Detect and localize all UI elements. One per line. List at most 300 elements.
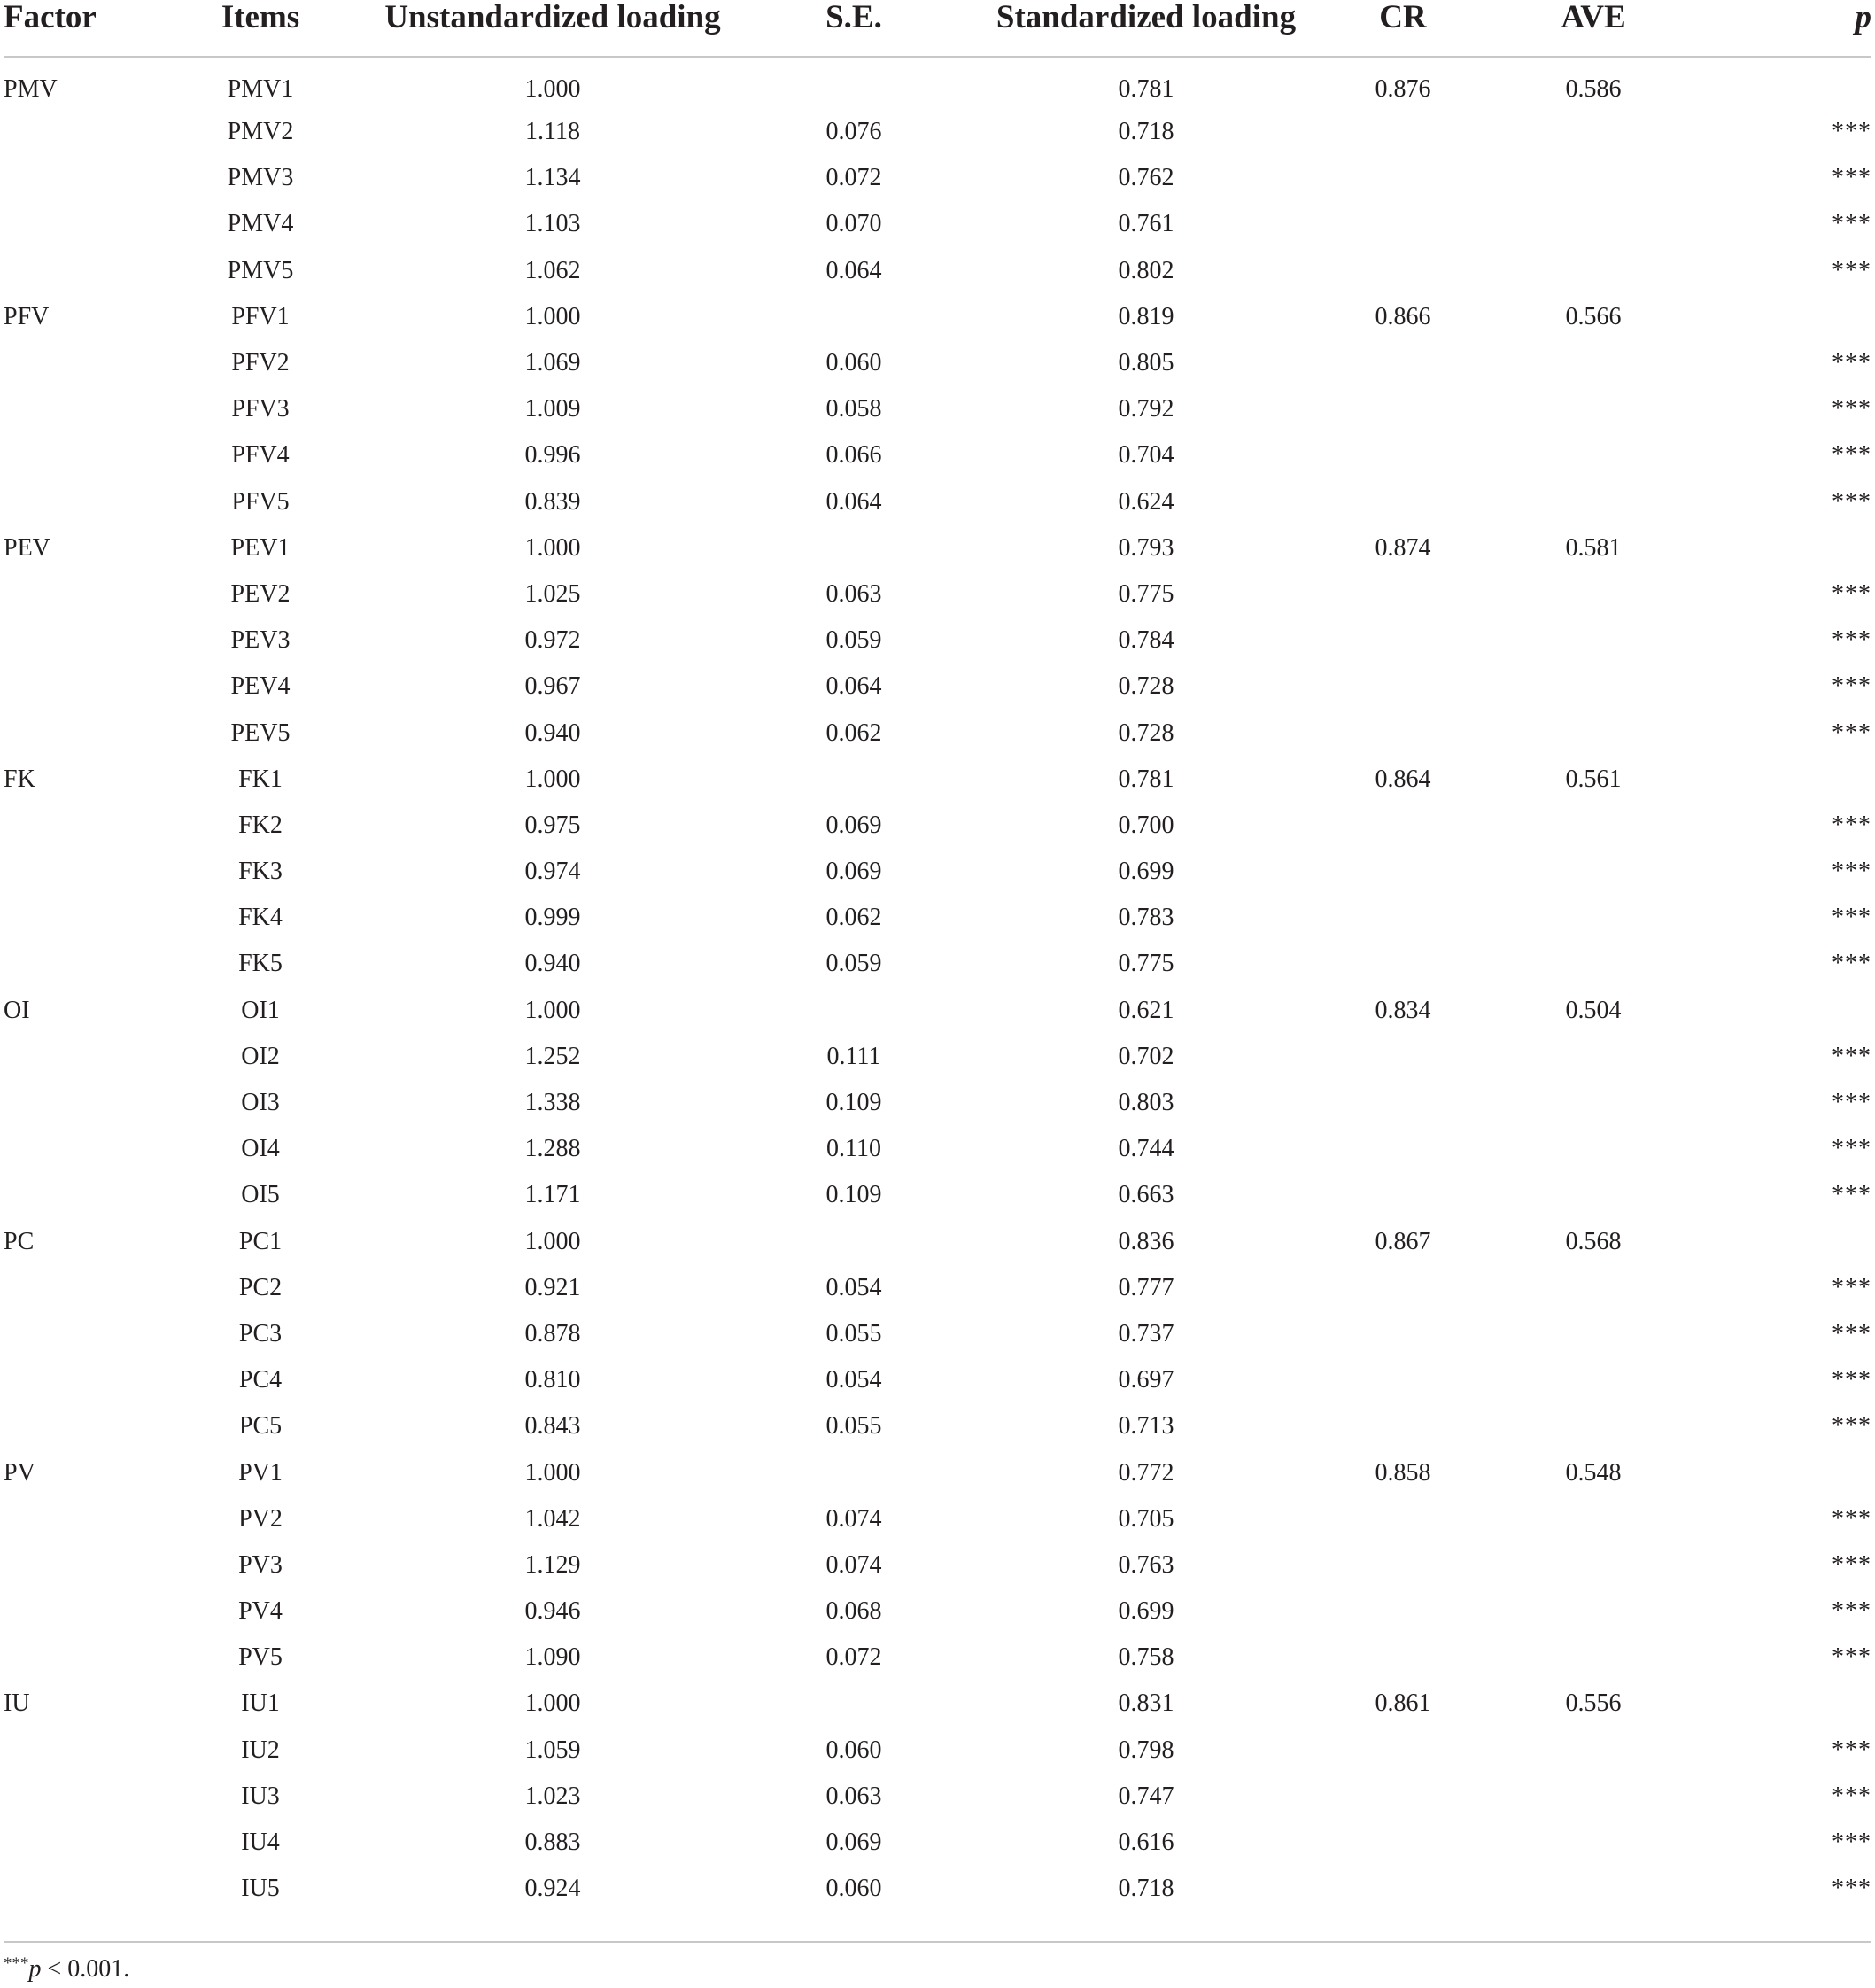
cell-se: 0.055 [825, 1412, 882, 1441]
cell-factor: PEV [4, 533, 50, 562]
cell-se: 0.074 [825, 1504, 882, 1533]
cell-item: PC5 [238, 1412, 283, 1441]
cell-ave [1491, 1080, 1695, 1126]
cell-item: PEV2 [230, 579, 291, 608]
cell-standardized-loading: 0.697 [1118, 1366, 1174, 1394]
col-header-ave: AVE [1491, 0, 1695, 57]
cell-item: OI5 [241, 1181, 280, 1209]
cell-factor: PC [4, 1227, 35, 1255]
cell-factor [4, 1357, 145, 1403]
cell-se: 0.054 [825, 1366, 882, 1394]
cell-factor [4, 664, 145, 710]
cell-standardized-loading: 0.762 [1118, 164, 1174, 192]
cell-p: *** [1832, 1042, 1871, 1070]
cell-cr [1314, 155, 1491, 201]
cell-ave [1491, 1588, 1695, 1635]
cell-item: FK1 [238, 765, 283, 793]
cell-unstandardized-loading: 0.946 [524, 1597, 581, 1626]
cell-factor [4, 1034, 145, 1080]
cell-cr: 0.834 [1375, 996, 1431, 1024]
cell-ave [1491, 1728, 1695, 1774]
cell-p: *** [1832, 1597, 1871, 1626]
table-row [4, 1357, 1871, 1403]
col-header-cr: CR [1314, 0, 1491, 57]
cell-standardized-loading: 0.737 [1118, 1319, 1174, 1347]
cell-item: PFV4 [231, 441, 290, 470]
cell-standardized-loading: 0.802 [1118, 256, 1174, 284]
cell-item: FK3 [238, 858, 283, 886]
table-row [4, 803, 1871, 849]
cell-unstandardized-loading: 1.000 [524, 1458, 581, 1487]
cell-unstandardized-loading: 1.000 [524, 996, 581, 1024]
cell-item: PC1 [238, 1227, 283, 1255]
cell-unstandardized-loading: 1.129 [524, 1550, 581, 1579]
cell-standardized-loading: 0.624 [1118, 487, 1174, 516]
cell-ave: 0.548 [1565, 1458, 1622, 1487]
cell-se: 0.070 [825, 210, 882, 238]
table-row [4, 340, 1871, 386]
cell-standardized-loading: 0.621 [1118, 996, 1174, 1024]
cell-factor [4, 1542, 145, 1588]
cell-p: *** [1832, 1782, 1871, 1810]
cell-ave [1491, 1172, 1695, 1218]
cell-ave [1491, 155, 1695, 201]
cell-se: 0.111 [826, 1042, 881, 1070]
cell-cr [1314, 201, 1491, 247]
col-header-factor: Factor [4, 0, 145, 57]
cell-p: *** [1832, 118, 1871, 146]
cell-factor [4, 109, 145, 155]
cell-cr [1314, 941, 1491, 987]
table-row [4, 988, 1871, 1034]
cell-se [730, 988, 978, 1034]
cell-cr: 0.858 [1375, 1458, 1431, 1487]
cell-se: 0.059 [825, 950, 882, 978]
cell-item: OI2 [241, 1042, 280, 1070]
cell-unstandardized-loading: 1.090 [524, 1643, 581, 1672]
cell-p: *** [1832, 811, 1871, 839]
table-row [4, 1820, 1871, 1866]
table-row [4, 525, 1871, 571]
cell-unstandardized-loading: 1.000 [524, 1227, 581, 1255]
cell-cr [1314, 1126, 1491, 1172]
cell-se: 0.062 [825, 718, 882, 747]
cell-unstandardized-loading: 0.972 [524, 626, 581, 655]
cell-p: *** [1832, 1829, 1871, 1857]
cell-ave [1491, 895, 1695, 941]
cell-cr: 0.861 [1375, 1689, 1431, 1718]
cell-p [1695, 988, 1871, 1034]
cell-cr [1314, 1080, 1491, 1126]
cell-factor [4, 201, 145, 247]
cell-standardized-loading: 0.783 [1118, 904, 1174, 932]
cell-ave [1491, 1496, 1695, 1542]
cell-unstandardized-loading: 1.023 [524, 1782, 581, 1810]
cell-factor [4, 1866, 145, 1912]
cell-ave [1491, 1542, 1695, 1588]
table-row [4, 1034, 1871, 1080]
cell-unstandardized-loading: 0.883 [524, 1829, 581, 1857]
cell-factor [4, 1774, 145, 1820]
cell-unstandardized-loading: 1.171 [524, 1181, 581, 1209]
cell-factor [4, 895, 145, 941]
cell-p: *** [1832, 950, 1871, 978]
cell-standardized-loading: 0.775 [1118, 579, 1174, 608]
cell-ave [1491, 803, 1695, 849]
cell-item: IU1 [241, 1689, 280, 1718]
cell-standardized-loading: 0.836 [1118, 1227, 1174, 1255]
table-row [4, 849, 1871, 895]
cell-ave [1491, 1126, 1695, 1172]
cell-unstandardized-loading: 1.059 [524, 1736, 581, 1764]
cell-item: IU3 [241, 1782, 280, 1810]
cell-p [1695, 525, 1871, 571]
cell-factor [4, 1080, 145, 1126]
cell-se: 0.069 [825, 1829, 882, 1857]
cell-p: *** [1832, 1643, 1871, 1672]
cell-factor [4, 432, 145, 478]
cell-standardized-loading: 0.781 [1118, 765, 1174, 793]
cell-ave [1491, 479, 1695, 525]
cell-item: PV2 [238, 1504, 283, 1533]
cell-factor [4, 155, 145, 201]
cell-ave: 0.586 [1565, 75, 1622, 103]
cell-item: PFV1 [231, 302, 290, 330]
cell-item: PEV3 [230, 626, 291, 655]
col-header-items: Items [145, 0, 376, 57]
cell-factor [4, 479, 145, 525]
cell-standardized-loading: 0.718 [1118, 118, 1174, 146]
cell-ave [1491, 849, 1695, 895]
cell-p: *** [1832, 1089, 1871, 1117]
cell-cr [1314, 1265, 1491, 1311]
cell-item: IU5 [241, 1875, 280, 1903]
cell-unstandardized-loading: 0.921 [524, 1273, 581, 1301]
cell-unstandardized-loading: 0.999 [524, 904, 581, 932]
table-row [4, 386, 1871, 432]
table-row [4, 1542, 1871, 1588]
cell-se: 0.069 [825, 811, 882, 839]
table-row [4, 1496, 1871, 1542]
cell-standardized-loading: 0.798 [1118, 1736, 1174, 1764]
cell-ave [1491, 1034, 1695, 1080]
cell-ave: 0.566 [1565, 302, 1622, 330]
cell-unstandardized-loading: 1.134 [524, 164, 581, 192]
cell-standardized-loading: 0.699 [1118, 1597, 1174, 1626]
cell-p: *** [1832, 718, 1871, 747]
cell-se [730, 57, 978, 109]
cell-cr: 0.864 [1375, 765, 1431, 793]
cell-item: PMV2 [227, 118, 294, 146]
table-row [4, 294, 1871, 340]
col-header-unstandardized-loading: Unstandardized loading [376, 0, 730, 57]
cell-unstandardized-loading: 1.252 [524, 1042, 581, 1070]
footnote-p-symbol: p [28, 1955, 42, 1983]
table-footnote [4, 1954, 129, 1984]
cell-unstandardized-loading: 1.009 [524, 395, 581, 423]
cell-factor [4, 710, 145, 756]
cell-standardized-loading: 0.663 [1118, 1181, 1174, 1209]
cell-se: 0.066 [825, 441, 882, 470]
cell-item: OI4 [241, 1135, 280, 1163]
cell-factor [4, 1126, 145, 1172]
cell-unstandardized-loading: 1.000 [524, 302, 581, 330]
table-row [4, 109, 1871, 155]
cell-unstandardized-loading: 0.810 [524, 1366, 581, 1394]
cell-item: PC4 [238, 1366, 283, 1394]
cell-unstandardized-loading: 1.042 [524, 1504, 581, 1533]
cell-ave: 0.504 [1565, 996, 1622, 1024]
cell-cr [1314, 432, 1491, 478]
cell-unstandardized-loading: 1.000 [524, 75, 581, 103]
cell-p: *** [1832, 858, 1871, 886]
cfa-table [4, 0, 1871, 1912]
cell-factor [4, 849, 145, 895]
cell-se: 0.055 [825, 1319, 882, 1347]
cell-ave [1491, 617, 1695, 664]
cell-factor: FK [4, 765, 35, 793]
cell-p [1695, 57, 1871, 109]
cell-factor [4, 1403, 145, 1449]
cell-ave [1491, 248, 1695, 294]
cell-unstandardized-loading: 0.940 [524, 950, 581, 978]
cell-p [1695, 1219, 1871, 1265]
cell-p: *** [1832, 441, 1871, 470]
cell-factor [4, 1635, 145, 1681]
table-row [4, 1681, 1871, 1727]
cell-p: *** [1832, 1550, 1871, 1579]
cell-cr [1314, 1635, 1491, 1681]
table-row [4, 1080, 1871, 1126]
cell-standardized-loading: 0.718 [1118, 1875, 1174, 1903]
table-row [4, 1635, 1871, 1681]
cell-p: *** [1832, 626, 1871, 655]
cell-p: *** [1832, 672, 1871, 701]
cell-factor [4, 941, 145, 987]
cell-factor [4, 1311, 145, 1357]
table-row [4, 248, 1871, 294]
cell-p: *** [1832, 579, 1871, 608]
cell-p: *** [1832, 395, 1871, 423]
footnote-text: < 0.001. [41, 1955, 130, 1983]
cell-unstandardized-loading: 0.878 [524, 1319, 581, 1347]
cell-standardized-loading: 0.728 [1118, 718, 1174, 747]
table-row [4, 1403, 1871, 1449]
cell-p: *** [1832, 164, 1871, 192]
cell-se: 0.072 [825, 164, 882, 192]
cell-ave [1491, 109, 1695, 155]
cell-unstandardized-loading: 1.000 [524, 1689, 581, 1718]
cell-cr [1314, 1403, 1491, 1449]
table-bottom-rule [4, 1941, 1871, 1943]
cell-factor: PFV [4, 302, 50, 330]
cell-factor [4, 803, 145, 849]
cell-cr [1314, 386, 1491, 432]
cell-ave [1491, 1357, 1695, 1403]
cell-item: PMV4 [227, 210, 294, 238]
cell-factor [4, 1496, 145, 1542]
cell-factor: OI [4, 996, 30, 1024]
cell-p: *** [1832, 349, 1871, 377]
cell-se: 0.062 [825, 904, 882, 932]
cell-factor [4, 1820, 145, 1866]
cell-cr [1314, 895, 1491, 941]
cell-standardized-loading: 0.728 [1118, 672, 1174, 701]
cell-ave: 0.556 [1565, 1689, 1622, 1718]
cell-ave [1491, 1866, 1695, 1912]
table-row [4, 1774, 1871, 1820]
cell-p: *** [1832, 1273, 1871, 1301]
cell-unstandardized-loading: 0.967 [524, 672, 581, 701]
cell-factor: PMV [4, 75, 58, 103]
cell-se [730, 1681, 978, 1727]
cell-se: 0.060 [825, 349, 882, 377]
cell-unstandardized-loading: 0.843 [524, 1412, 581, 1441]
cell-standardized-loading: 0.713 [1118, 1412, 1174, 1441]
cell-unstandardized-loading: 0.975 [524, 811, 581, 839]
cell-se [730, 525, 978, 571]
cell-item: PFV5 [231, 487, 290, 516]
cell-se: 0.059 [825, 626, 882, 655]
cell-unstandardized-loading: 0.839 [524, 487, 581, 516]
cell-factor [4, 340, 145, 386]
cell-cr [1314, 1311, 1491, 1357]
cell-ave: 0.581 [1565, 533, 1622, 562]
cell-cr [1314, 1496, 1491, 1542]
table-row [4, 710, 1871, 756]
cell-cr [1314, 1774, 1491, 1820]
cell-unstandardized-loading: 1.103 [524, 210, 581, 238]
cell-cr [1314, 664, 1491, 710]
cell-p: *** [1832, 1366, 1871, 1394]
cell-se [730, 757, 978, 803]
cell-se: 0.058 [825, 395, 882, 423]
cell-standardized-loading: 0.699 [1118, 858, 1174, 886]
cell-ave [1491, 201, 1695, 247]
cell-item: PC2 [238, 1273, 283, 1301]
cell-cr [1314, 340, 1491, 386]
cell-ave [1491, 340, 1695, 386]
table-row [4, 1449, 1871, 1495]
cell-item: OI3 [241, 1089, 280, 1117]
cell-cr [1314, 849, 1491, 895]
cell-item: PMV3 [227, 164, 294, 192]
cell-unstandardized-loading: 0.924 [524, 1875, 581, 1903]
cell-ave: 0.561 [1565, 765, 1622, 793]
cell-standardized-loading: 0.704 [1118, 441, 1174, 470]
cell-item: PEV4 [230, 672, 291, 701]
table-row [4, 432, 1871, 478]
cell-ave [1491, 386, 1695, 432]
table-row [4, 1588, 1871, 1635]
cell-standardized-loading: 0.763 [1118, 1550, 1174, 1579]
cell-p: *** [1832, 1135, 1871, 1163]
cell-p: *** [1832, 1875, 1871, 1903]
cell-p [1695, 1681, 1871, 1727]
cell-se: 0.076 [825, 118, 882, 146]
cell-item: PEV1 [230, 533, 291, 562]
cell-factor: IU [4, 1689, 30, 1718]
cell-factor: PV [4, 1458, 35, 1487]
table-row [4, 1172, 1871, 1218]
cell-se [730, 1449, 978, 1495]
cell-ave [1491, 1774, 1695, 1820]
cell-standardized-loading: 0.805 [1118, 349, 1174, 377]
cell-standardized-loading: 0.702 [1118, 1042, 1174, 1070]
table-row [4, 617, 1871, 664]
cell-cr [1314, 617, 1491, 664]
cell-unstandardized-loading: 1.288 [524, 1135, 581, 1163]
table-row [4, 155, 1871, 201]
cell-cr [1314, 479, 1491, 525]
cell-cr [1314, 1820, 1491, 1866]
table-body [4, 57, 1871, 1912]
cell-se: 0.068 [825, 1597, 882, 1626]
table-row [4, 664, 1871, 710]
cell-ave [1491, 710, 1695, 756]
cell-cr [1314, 1728, 1491, 1774]
table-row [4, 201, 1871, 247]
cell-se: 0.069 [825, 858, 882, 886]
header-row [4, 0, 1871, 57]
cell-item: PC3 [238, 1319, 283, 1347]
cell-standardized-loading: 0.705 [1118, 1504, 1174, 1533]
cell-unstandardized-loading: 1.000 [524, 533, 581, 562]
cell-se: 0.060 [825, 1736, 882, 1764]
cell-standardized-loading: 0.777 [1118, 1273, 1174, 1301]
cell-item: PV1 [238, 1458, 283, 1487]
cell-item: FK5 [238, 950, 283, 978]
cell-ave [1491, 941, 1695, 987]
cell-cr [1314, 1034, 1491, 1080]
cell-unstandardized-loading: 1.062 [524, 256, 581, 284]
cell-unstandardized-loading: 1.338 [524, 1089, 581, 1117]
cell-se: 0.074 [825, 1550, 882, 1579]
cell-item: PV4 [238, 1597, 283, 1626]
cell-cr: 0.866 [1375, 302, 1431, 330]
cell-p: *** [1832, 487, 1871, 516]
cell-se: 0.110 [826, 1135, 881, 1163]
cell-ave: 0.568 [1565, 1227, 1622, 1255]
cell-item: PV3 [238, 1550, 283, 1579]
cell-se [730, 1219, 978, 1265]
cell-item: PFV3 [231, 395, 290, 423]
cell-standardized-loading: 0.793 [1118, 533, 1174, 562]
table-row [4, 1311, 1871, 1357]
cell-unstandardized-loading: 0.940 [524, 718, 581, 747]
table-row [4, 57, 1871, 109]
cell-item: PEV5 [230, 718, 291, 747]
cell-factor [4, 248, 145, 294]
cell-item: FK4 [238, 904, 283, 932]
cell-p: *** [1832, 210, 1871, 238]
cell-se: 0.064 [825, 672, 882, 701]
cell-se: 0.064 [825, 256, 882, 284]
cell-cr [1314, 1172, 1491, 1218]
cell-unstandardized-loading: 1.069 [524, 349, 581, 377]
cell-p: *** [1832, 1181, 1871, 1209]
cell-factor [4, 386, 145, 432]
cell-cr [1314, 1357, 1491, 1403]
footnote-stars: *** [4, 1954, 29, 1973]
cell-cr [1314, 710, 1491, 756]
cell-item: FK2 [238, 811, 283, 839]
cell-ave [1491, 1403, 1695, 1449]
cell-ave [1491, 1820, 1695, 1866]
cell-factor [4, 1172, 145, 1218]
cell-cr [1314, 109, 1491, 155]
table-row [4, 1126, 1871, 1172]
